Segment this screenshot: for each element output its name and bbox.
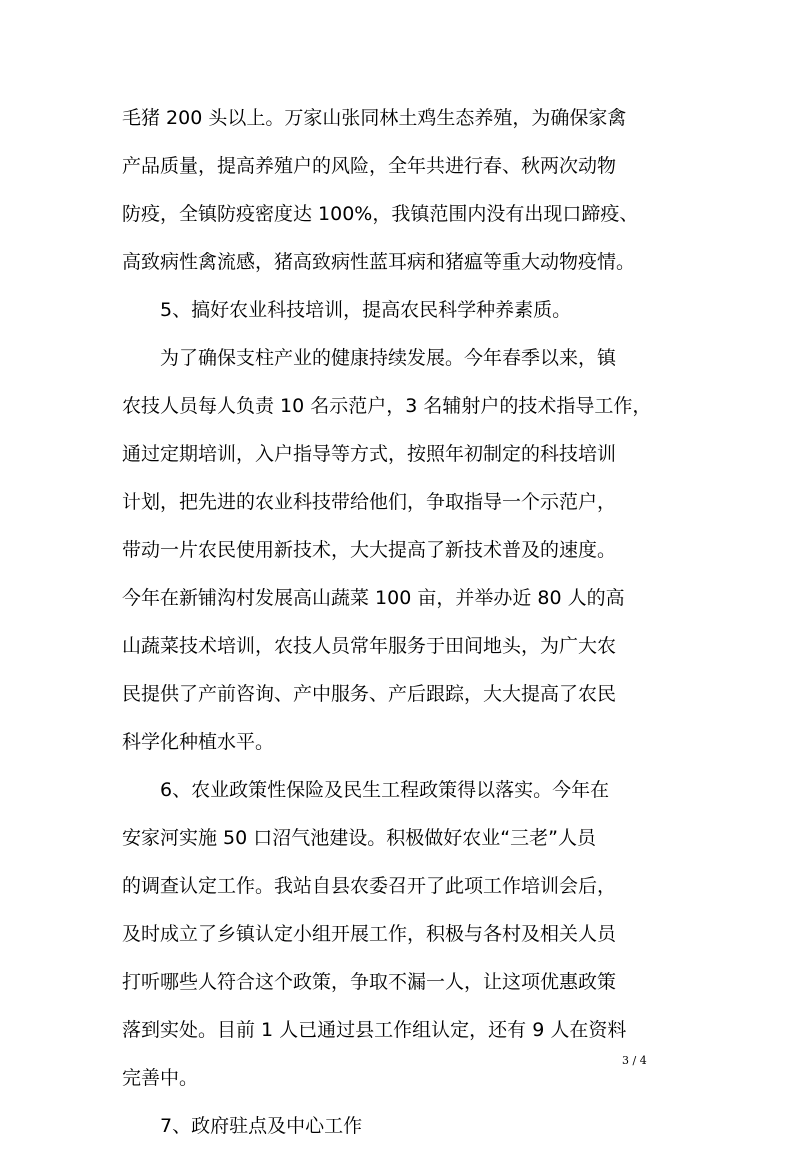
text-line: 的调查认定工作。我站自县农委召开了此项工作培训会后，	[122, 875, 617, 897]
text-line: 计划，把先进的农业科技带给他们，争取指导一个示范户，	[122, 491, 617, 513]
text-line: 落到实处。目前 1 人已通过县工作组认定，还有 9 人在资料	[122, 1019, 627, 1041]
text-line: 完善中。	[122, 1067, 199, 1089]
section-heading: 5、搞好农业科技培训，提高农民科学种养素质。	[160, 299, 572, 321]
text-line: 带动一片农民使用新技术，大大提高了新技术普及的速度。	[122, 539, 617, 561]
text-line: 通过定期培训，入户指导等方式，按照年初制定的科技培训	[122, 443, 617, 465]
text-line: 高致病性禽流感，猪高致病性蓝耳病和猪瘟等重大动物疫情。	[122, 251, 636, 273]
document-body	[122, 94, 678, 1150]
text-line: 为了确保支柱产业的健康持续发展。今年春季以来，镇	[160, 347, 617, 369]
text-line: 防疫，全镇防疫密度达 100%，我镇范围内没有出现口蹄疫、	[122, 203, 639, 225]
text-line: 山蔬菜技术培训，农技人员常年服务于田间地头，为广大农	[122, 635, 617, 657]
section-heading: 6、农业政策性保险及民生工程政策得以落实。今年在	[160, 779, 610, 801]
text-line: 产品质量，提高养殖户的风险，全年共进行春、秋两次动物	[122, 155, 617, 177]
text-line: 民提供了产前咨询、产中服务、产后跟踪，大大提高了农民	[122, 683, 617, 705]
text-line: 科学化种植水平。	[122, 731, 275, 753]
text-line: 今年在新铺沟村发展高山蔬菜 100 亩，并举办近 80 人的高	[122, 587, 625, 609]
text-line: 农技人员每人负责 10 名示范户，3 名辅射户的技术指导工作，	[122, 395, 652, 417]
text-line: 打听哪些人符合这个政策，争取不漏一人，让这项优惠政策	[122, 971, 617, 993]
text-line: 及时成立了乡镇认定小组开展工作，积极与各村及相关人员	[122, 923, 617, 945]
section-heading: 7、政府驻点及中心工作	[160, 1115, 363, 1137]
page-number: 3 / 4	[622, 1054, 647, 1067]
text-line: 安家河实施 50 口沼气池建设。积极做好农业“三老”人员	[122, 827, 596, 849]
text-line: 毛猪 200 头以上。万家山张同林土鸡生态养殖，为确保家禽	[122, 107, 627, 129]
